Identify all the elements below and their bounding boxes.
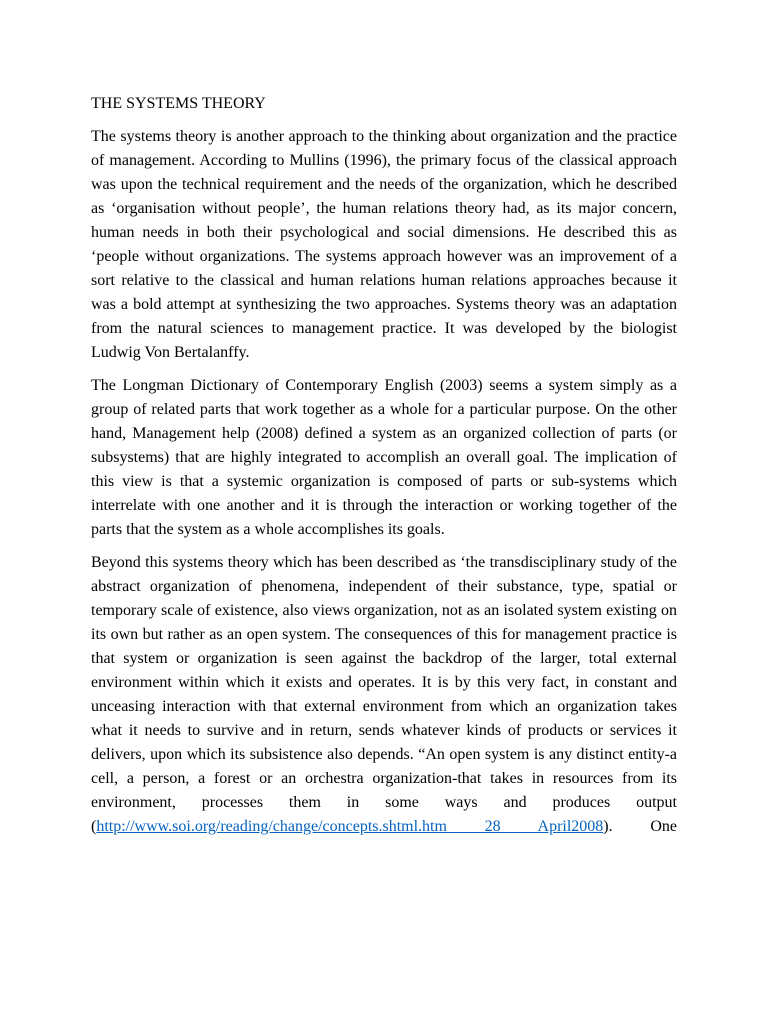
paragraph-systems-theory: The systems theory is another approach to the thinking about organization and the practice of management. According to Mullins (1996), the primary focus of the classical approach was upon the technical requirement and the needs of the organization, which he described as ‘organisation without people’, the human relations theory had, as its major concern, human needs in both their psychological and social dimensions. He described this as ‘people without organizations. The systems approach however was an improvement of a sort relative to the classical and human relations human relations approaches because it was a bold attempt at synthesizing the two approaches. Systems theory was an adaptation from the natural sciences to management practice. It was developed by the biologist Ludwig Von Bertalanffy. [91, 128, 677, 361]
paragraph-open-system-body: Beyond this systems theory which has been described as ‘the transdisciplinary study of the abstract organization of phenomena, independent of their substance, type, spatial or temporary scale of existence, also views organization, not as an isolated system existing on its own but rather as an open system. The consequences of this for management practice is that system or organization is seen against the backdrop of the larger, total external environment within which it exists and operates. It is by this very fact, in constant and unceasing interaction with that external environment from which an organization takes what it needs to survive and in return, sends whatever kinds of products or services it delivers, upon which its subsistence also depends. “An open system is any distinct entity-a cell, a person, a forest or an orchestra organization-that takes in resources from its environment, processes them in some ways and produces output [91, 554, 677, 811]
citation-close: ). [603, 818, 613, 835]
citation-line [91, 815, 677, 839]
trailing-word: One [650, 818, 678, 835]
document-page [91, 92, 677, 839]
paragraph-longman-definition: The Longman Dictionary of Contemporary English (2003) seems a system simply as a group of related parts that work together as a whole for a particular purpose. On the other hand, Management help (2008) defined a system as an organized collection of parts (or subsystems) that are highly integrated to accomplish an overall goal. The implication of this view is that a systemic organization is composed of parts or sub-systems which interrelate with one another and it is through the interaction or working together of the parts that the system as a whole accomplishes its goals. [91, 377, 677, 538]
citation-link[interactable]: http://www.soi.org/reading/change/concepts.shtml.htm 28 April2008 [96, 818, 604, 835]
citation-open-paren: ( [91, 818, 97, 835]
document-title: THE SYSTEMS THEORY [91, 95, 266, 112]
paragraph-open-system [91, 551, 677, 839]
